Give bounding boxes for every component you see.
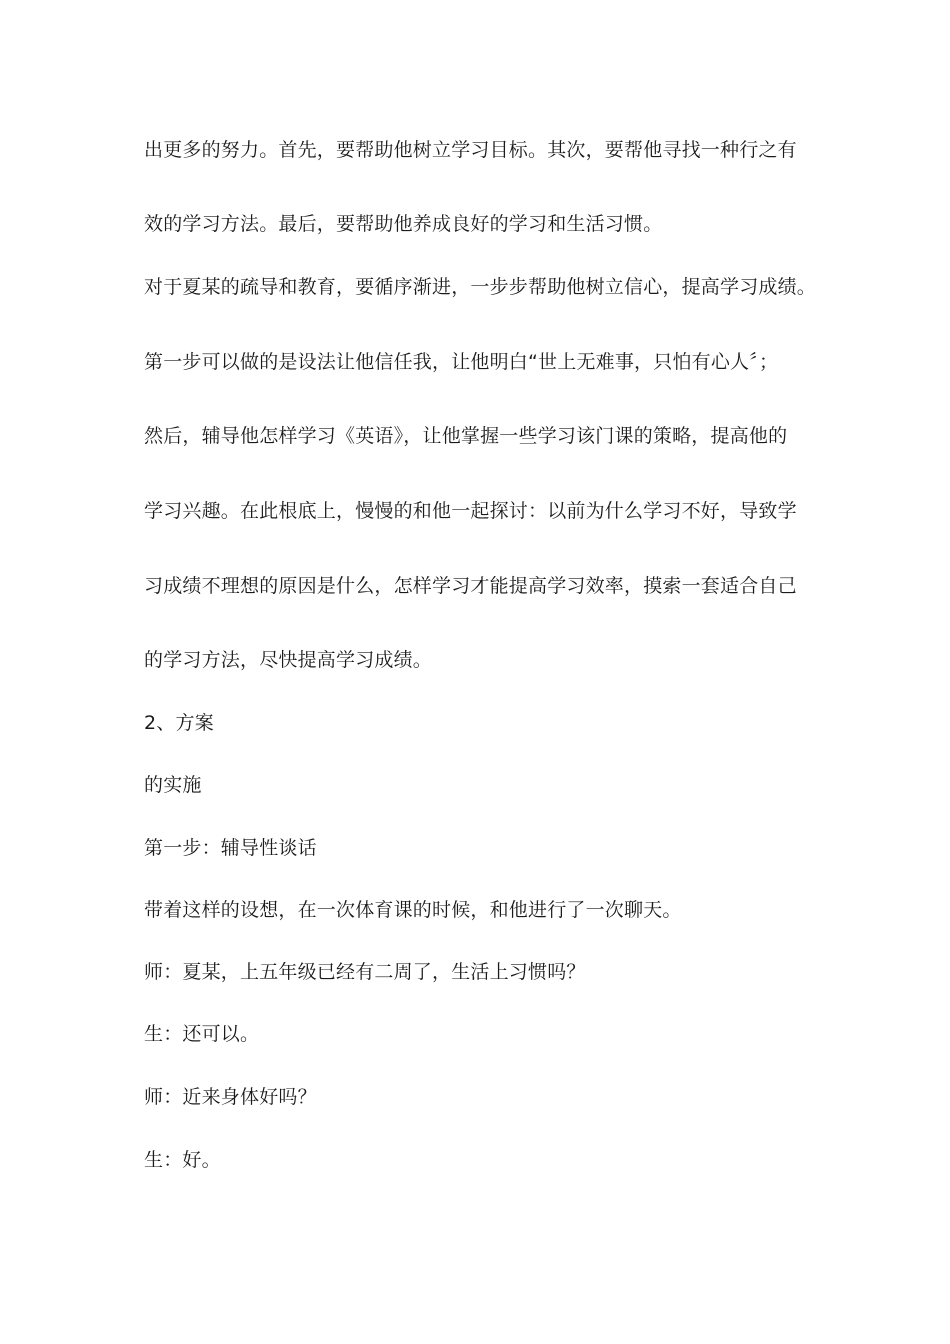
paragraph-line: 然后，辅导他怎样学习《英语》，让他掌握一些学习该门课的策略，提高他的 [144, 425, 788, 447]
paragraph-line: 对于夏某的疏导和教育，要循序渐进，一步步帮助他树立信心，提高学习成绩。 [144, 276, 817, 298]
dialogue-line: 生：还可以。 [144, 1023, 260, 1045]
section-heading: 2、方案 [144, 712, 214, 734]
paragraph-line: 第一步可以做的是设法让他信任我，让他明白“世上无难事，只怕有心人〞； [144, 351, 779, 373]
paragraph-line: 出更多的努力。首先，要帮助他树立学习目标。其次，要帮他寻找一种行之有 [144, 139, 797, 161]
step-heading: 第一步：辅导性谈话 [144, 837, 317, 859]
dialogue-line: 师：夏某，上五年级已经有二周了，生活上习惯吗？ [144, 961, 586, 983]
dialogue-line: 师：近来身体好吗？ [144, 1086, 317, 1108]
dialogue-line: 生：好。 [144, 1149, 221, 1171]
paragraph-line: 学习兴趣。在此根底上，慢慢的和他一起探讨：以前为什么学习不好，导致学 [144, 500, 797, 522]
paragraph-line: 带着这样的设想，在一次体育课的时候，和他进行了一次聊天。 [144, 899, 682, 921]
paragraph-line: 的学习方法，尽快提高学习成绩。 [144, 649, 433, 671]
paragraph-line: 习成绩不理想的原因是什么，怎样学习才能提高学习效率，摸索一套适合自己 [144, 575, 797, 597]
section-heading-continuation: 的实施 [144, 774, 202, 796]
paragraph-line: 效的学习方法。最后，要帮助他养成良好的学习和生活习惯。 [144, 213, 663, 235]
